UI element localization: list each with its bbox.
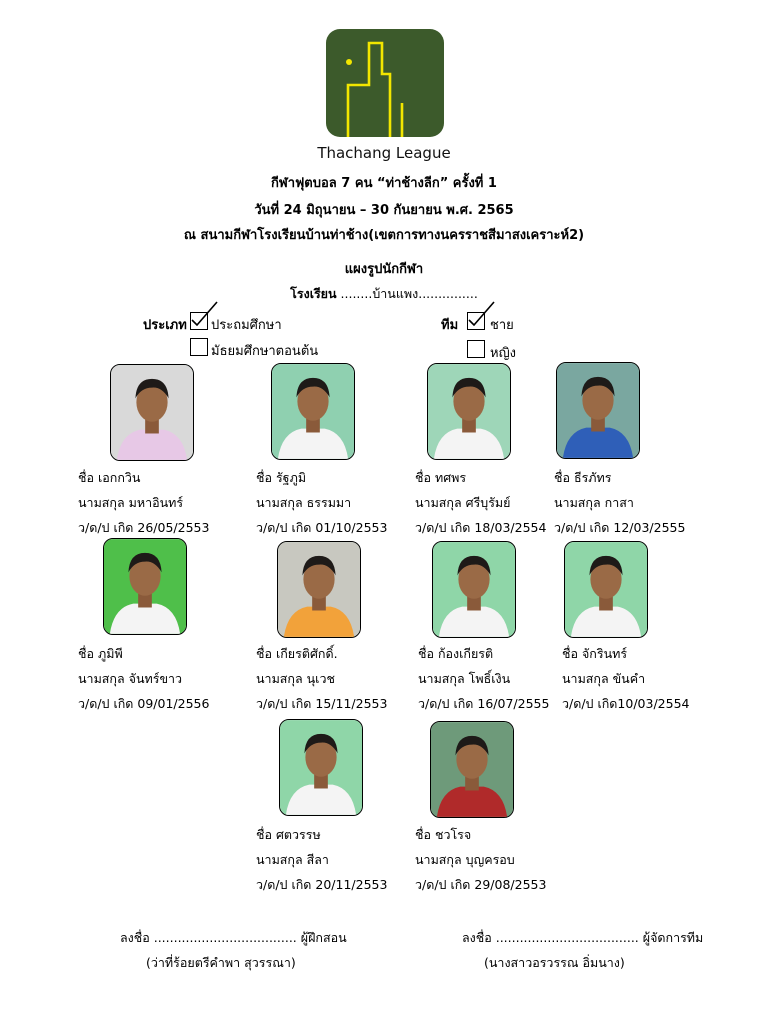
player-portrait-icon (428, 364, 510, 459)
player-first: ชื่อ รัฐภูมิ (256, 470, 307, 485)
player-last: นามสกุล โพธิ์เงิน (418, 671, 511, 686)
player-dob: ว/ด/ป เกิด10/03/2554 (562, 696, 690, 711)
competition-venue: ณ สนามกีฬาโรงเรียนบ้านท่าช้าง(เขตการทางนครราชสีมาสงเคราะห์2) (183, 228, 585, 243)
category-label: ประเภท (143, 318, 187, 333)
team-female-checkbox[interactable] (467, 340, 485, 358)
player-last: นามสกุล ขันคำ (562, 671, 646, 686)
player-info (415, 822, 546, 897)
player-dob: ว/ด/ป เกิด 09/01/2556 (78, 696, 210, 711)
player-last: นามสกุล ธรรมมา (256, 495, 352, 510)
player-info (562, 641, 689, 716)
player-portrait-icon (557, 363, 639, 458)
player-first: ชื่อ ธีรภัทร (554, 470, 612, 485)
player-portrait-icon (104, 539, 186, 634)
player-photo (110, 364, 194, 461)
player-portrait-icon (111, 365, 193, 460)
player-first: ชื่อ เอกกวิน (78, 470, 141, 485)
player-first: ชื่อ ชวโรจ (415, 827, 472, 842)
league-logo (326, 29, 444, 137)
school-line (0, 284, 768, 304)
school-value: ........บ้านแพง............... (340, 286, 478, 301)
competition-dates: วันที่ 24 มิถุนายน – 30 กันยายน พ.ศ. 2565 (254, 203, 514, 218)
player-last: นามสกุล กาสา (554, 495, 634, 510)
manager-name: (นางสาวอรวรรณ อิ่มนาง) (484, 955, 625, 970)
player-info (415, 465, 546, 540)
player-portrait-icon (280, 720, 362, 815)
document-title: แผงรูปนักกีฬา (344, 262, 424, 277)
player-portrait-icon (278, 542, 360, 637)
player-last: นามสกุล นุเวช (256, 671, 335, 686)
team-male-label: ชาย (490, 318, 514, 333)
player-dob: ว/ด/ป เกิด 26/05/2553 (78, 520, 210, 535)
coach-name: (ว่าที่ร้อยตรีคำพา สุวรรณา) (146, 955, 296, 970)
player-photo (271, 363, 355, 460)
player-last: นามสกุล ศรีบุรัมย์ (415, 495, 511, 510)
player-dob: ว/ด/ป เกิด 20/11/2553 (256, 877, 388, 892)
player-info (78, 641, 209, 716)
player-dob: ว/ด/ป เกิด 15/11/2553 (256, 696, 388, 711)
player-first: ชื่อ ภูมิพี (78, 646, 123, 661)
player-first: ชื่อ ก้องเกียรติ (418, 646, 494, 661)
category-secondary-checkbox[interactable] (190, 338, 208, 356)
player-info (418, 641, 549, 716)
player-info (256, 641, 387, 716)
category-primary-label: ประถมศึกษา (211, 318, 282, 333)
player-portrait-icon (433, 542, 515, 637)
player-first: ชื่อ จักรินทร์ (562, 646, 628, 661)
player-photo (432, 541, 516, 638)
school-label: โรงเรียน (290, 286, 337, 301)
player-last: นามสกุล บุญครอบ (415, 852, 515, 867)
league-name: Thachang League (317, 144, 451, 162)
player-photo (564, 541, 648, 638)
player-dob: ว/ด/ป เกิด 29/08/2553 (415, 877, 547, 892)
category-secondary-label: มัธยมศึกษาตอนต้น (211, 344, 319, 359)
team-label: ทีม (441, 318, 459, 333)
player-first: ชื่อ เกียรติศักดิ์. (256, 646, 338, 661)
player-dob: ว/ด/ป เกิด 12/03/2555 (554, 520, 686, 535)
player-first: ชื่อ ทศพร (415, 470, 467, 485)
player-last: นามสกุล สีลา (256, 852, 329, 867)
player-photo (279, 719, 363, 816)
competition-title: กีฬาฟุตบอล 7 คน “ท่าช้างลีก” ครั้งที่ 1 (271, 176, 497, 191)
player-dob: ว/ด/ป เกิด 18/03/2554 (415, 520, 547, 535)
team-female-label: หญิง (490, 346, 516, 361)
player-photo (277, 541, 361, 638)
elephant-logo-icon (326, 29, 444, 137)
player-photo (556, 362, 640, 459)
player-last: นามสกุล จันทร์ขาว (78, 671, 183, 686)
player-last: นามสกุล มหาอินทร์ (78, 495, 184, 510)
player-dob: ว/ด/ป เกิด 16/07/2555 (418, 696, 550, 711)
player-portrait-icon (431, 722, 513, 817)
player-photo (103, 538, 187, 635)
player-first: ชื่อ ศตวรรษ (256, 827, 321, 842)
manager-signature-line: ลงชื่อ .................................... ผู้จัดการทีม (462, 930, 704, 945)
player-portrait-icon (272, 364, 354, 459)
player-portrait-icon (565, 542, 647, 637)
coach-signature-line: ลงชื่อ .................................... ผู้ฝึกสอน (120, 930, 347, 945)
player-photo (427, 363, 511, 460)
player-dob: ว/ด/ป เกิด 01/10/2553 (256, 520, 388, 535)
player-photo (430, 721, 514, 818)
player-info (256, 465, 387, 540)
player-info (554, 465, 685, 540)
player-info (256, 822, 387, 897)
player-info (78, 465, 209, 540)
